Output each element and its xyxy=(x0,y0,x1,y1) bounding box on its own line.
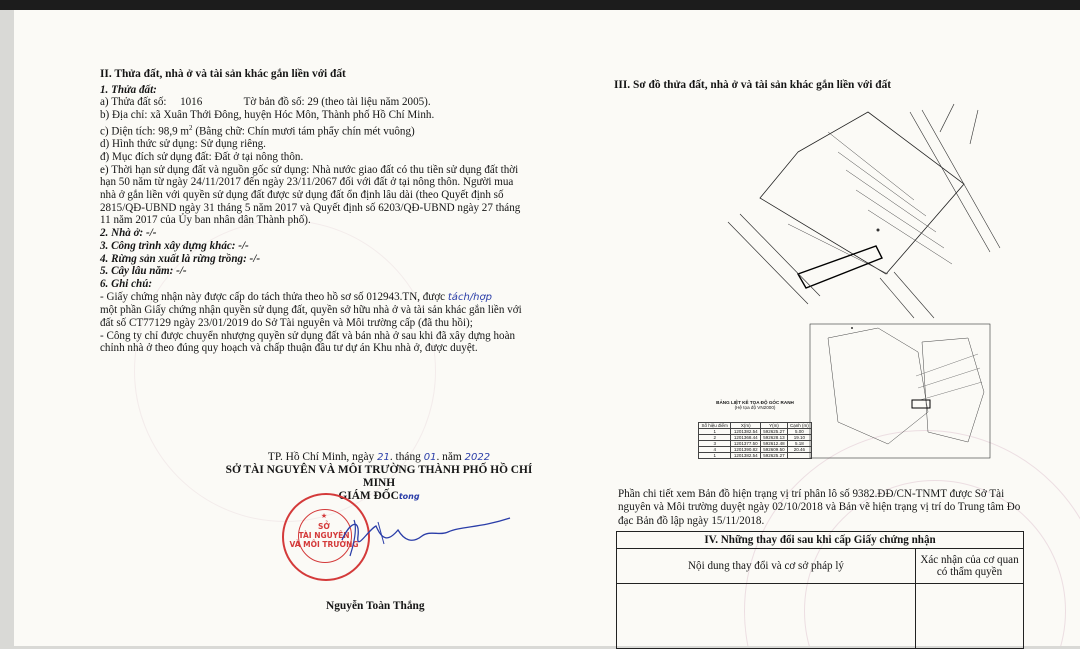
coord-cell: 1201390.82 xyxy=(731,447,761,453)
role-handwritten: tong xyxy=(398,492,420,501)
table-row xyxy=(699,429,812,435)
caption-line-2: nguyên và Môi trường duyệt ngày 02/10/2018 và Bản vẽ hiện trạng vị trí do Trung tâm Đo xyxy=(618,501,1021,514)
note-line-2: một phần Giấy chứng nhận quyền sử dụng đất, quyền sở hữu nhà ở và tài sản khác gắn liền với xyxy=(100,304,522,317)
usage-term-line-5: 11 năm 2017 của Ủy ban nhân dân Thành phố). xyxy=(100,214,311,227)
coord-cell: 2 xyxy=(699,435,731,441)
map-line xyxy=(940,104,954,132)
coord-cell: 20.46 xyxy=(787,447,811,453)
address-line: b) Địa chỉ: xã Xuân Thới Đông, huyện Hóc Môn, Thành phố Hồ Chí Minh. xyxy=(100,109,435,122)
coord-cell: 5.00 xyxy=(787,429,811,435)
issuing-authority: SỞ TÀI NGUYÊN VÀ MÔI TRƯỜNG THÀNH PHỐ HỒ CHÍ MINH xyxy=(225,464,533,489)
handwritten-signature xyxy=(280,500,520,570)
signature-block xyxy=(214,451,544,503)
usage-term-line-4: 2815/QĐ-UBND ngày 31 tháng 5 năm 2017 và Quyết định số 6203/QĐ-UBND ngày 27 tháng xyxy=(100,201,521,214)
coord-cell: 1 xyxy=(699,429,731,435)
confirmation-line-1: Xác nhận của cơ quan xyxy=(920,554,1019,566)
heading-production-forest: 4. Rừng sản xuất là rừng trồng: -/- xyxy=(100,252,261,265)
plot-number-label: a) Thửa đất số: xyxy=(100,96,167,109)
coord-cell: 1 xyxy=(699,453,731,459)
coord-cell: 3 xyxy=(699,441,731,447)
road-edge xyxy=(880,278,914,318)
changes-empty-cell xyxy=(916,584,1024,649)
inset-block xyxy=(828,328,928,444)
heading-house: 2. Nhà ở: -/- xyxy=(100,227,157,240)
plot-diagram xyxy=(678,92,1070,476)
heading-land-plot: 1. Thửa đất: xyxy=(100,83,157,96)
area-superscript: 2 xyxy=(189,123,193,132)
coord-cell xyxy=(787,453,811,459)
lot-boundary xyxy=(846,170,936,232)
seal-line-1: SỞ xyxy=(318,522,330,531)
caption-line-3: đạc Bản đồ lập ngày 15/11/2018. xyxy=(618,514,765,527)
coord-cell: 5.18 xyxy=(787,441,811,447)
heading-notes: 6. Ghi chú: xyxy=(100,277,153,290)
section-4-title: IV. Những thay đổi sau khi cấp Giấy chứng nhận xyxy=(617,532,1024,549)
date-year: 2022 xyxy=(464,452,491,463)
caption-line-1: Phần chi tiết xem Bản đồ hiện trạng vị trí phân lô số 9382.ĐĐ/CN-TNMT được Sở Tài xyxy=(618,488,1005,500)
table-row xyxy=(699,441,812,447)
inset-map-frame xyxy=(810,324,990,458)
road-edge xyxy=(894,272,934,318)
road-edge xyxy=(728,222,808,304)
inset-line xyxy=(916,354,978,376)
seal-star-icon: ★ xyxy=(320,512,328,520)
role-text: GIÁM ĐỐC xyxy=(338,490,399,502)
changes-column-confirmation xyxy=(916,549,1024,584)
coordinate-title-text: BẢNG LIỆT KÊ TỌA ĐỘ GÓC RANH xyxy=(716,400,794,405)
lot-boundary xyxy=(788,224,888,274)
plot-number-value: 1016 xyxy=(180,96,203,109)
note-line-5: chỉnh nhà ở theo đúng quy hoạch và chấp thuận đầu tư dự án Khu nhà ở, được duyệt. xyxy=(100,342,478,355)
coord-cell: 1201382.54 xyxy=(731,429,761,435)
map-point xyxy=(877,229,880,232)
table-row xyxy=(699,453,812,459)
coord-header: Số hiệu điểm xyxy=(699,423,731,429)
coord-cell: 4 xyxy=(699,447,731,453)
usage-form-line: d) Hình thức sử dụng: Sử dụng riêng. xyxy=(100,138,266,151)
seal-line-2: TÀI NGUYÊN xyxy=(298,531,350,540)
changes-header-row xyxy=(617,549,1024,584)
date-year-label: . năm xyxy=(436,451,462,463)
map-point xyxy=(851,327,853,329)
road-edge xyxy=(910,112,990,252)
note-line-4: - Công ty chỉ được chuyển nhượng quyền sử dụng đất và bán nhà ở sau khi đã xây dựng hoàn xyxy=(100,329,516,342)
seal-line-3: VÀ MÔI TRƯỜNG xyxy=(289,540,359,549)
changes-empty-cell xyxy=(617,584,916,649)
coord-cell: 1201382.54 xyxy=(731,453,761,459)
inset-line xyxy=(920,382,982,400)
lot-boundary xyxy=(828,132,914,200)
subject-lot-outline xyxy=(798,246,882,288)
road-edge xyxy=(922,110,1000,248)
date-prefix: TP. Hồ Chí Minh, ngày xyxy=(267,451,375,463)
signer-name: Nguyễn Toàn Thắng xyxy=(326,600,425,612)
usage-term-line-2: hạn 50 năm từ ngày 24/11/2017 đến ngày 23/11/2067 đối với đất ở tại nông thôn. Người mua xyxy=(100,176,514,189)
date-month: 01 xyxy=(423,452,437,463)
coord-cell: 592612.48 xyxy=(761,441,788,447)
issue-date xyxy=(214,451,544,464)
handwritten-note: tách/hợp xyxy=(447,291,492,303)
coord-cell: 1201368.44 xyxy=(731,435,761,441)
lot-boundary xyxy=(856,190,944,248)
land-info-section xyxy=(100,68,548,355)
changes-title-row xyxy=(617,532,1024,549)
coord-cell: 592628.13 xyxy=(761,435,788,441)
area-text: c) Diện tích: 98,9 m xyxy=(100,125,190,138)
table-row xyxy=(617,584,1024,649)
area-line xyxy=(100,122,548,138)
inset-line xyxy=(918,368,980,388)
map-line xyxy=(970,110,978,144)
confirmation-line-2: có thẩm quyền xyxy=(936,566,1003,578)
inset-block xyxy=(922,338,984,442)
table-row xyxy=(699,435,812,441)
coord-cell: 592625.27 xyxy=(761,429,788,435)
road-edge xyxy=(740,214,820,296)
lot-boundary xyxy=(838,152,926,216)
usage-term-line-1: e) Thời hạn sử dụng đất và nguồn gốc sử dụng: Nhà nước giao đất có thu tiền sử dụng đất thời xyxy=(100,163,519,176)
note-line-1 xyxy=(100,291,548,305)
date-month-label: . tháng xyxy=(389,451,421,463)
land-block-outline xyxy=(760,112,964,274)
changes-table xyxy=(616,531,1024,649)
changes-column-content: Nội dung thay đổi và cơ sở pháp lý xyxy=(617,549,916,584)
section-3-title: III. Sơ đồ thửa đất, nhà ở và tài sản khác gắn liền với đất xyxy=(614,79,892,91)
usage-term-line-3: nhà ở gắn liền với quyền sử dụng đất được sử dụng đất ổn định lâu dài (theo Quyết định số xyxy=(100,189,504,202)
note-text: - Giấy chứng nhận này được cấp do tách thửa theo hồ sơ số 012943.TN, được xyxy=(100,290,448,303)
coord-cell: 19.10 xyxy=(787,435,811,441)
coordinate-subtitle: (Hệ tọa độ VN2000) xyxy=(734,405,776,410)
coord-header: X(m) xyxy=(731,423,761,429)
map-sheet-number: Tờ bản đồ số: 29 (theo tài liệu năm 2005). xyxy=(243,96,431,109)
table-row xyxy=(699,447,812,453)
coord-header: Y(m) xyxy=(761,423,788,429)
coord-cell: 592625.27 xyxy=(761,453,788,459)
coord-header: Cạnh (m) xyxy=(787,423,811,429)
date-day: 21 xyxy=(377,452,390,463)
coordinate-table-title xyxy=(698,400,812,410)
coordinate-table xyxy=(698,422,812,459)
coord-cell: 1201377.50 xyxy=(731,441,761,447)
heading-other-construction: 3. Công trình xây dựng khác: -/- xyxy=(100,239,249,252)
area-words: (Bằng chữ: Chín mươi tám phẩy chín mét vuông) xyxy=(192,125,415,138)
heading-perennial-trees: 5. Cây lâu năm: -/- xyxy=(100,265,187,278)
scanner-top-border xyxy=(0,0,1080,10)
usage-purpose-line: đ) Mục đích sử dụng đất: Đất ở tại nông thôn. xyxy=(100,150,304,163)
map-caption xyxy=(618,488,1054,528)
coord-cell: 592609.50 xyxy=(761,447,788,453)
section-2-title: II. Thửa đất, nhà ở và tài sản khác gắn liền với đất xyxy=(100,68,346,80)
plot-number-line xyxy=(100,96,548,109)
note-line-3: đất số CT77129 ngày 23/01/2019 do Sở Tài nguyên và Môi trường cấp (đã thu hồi); xyxy=(100,317,473,330)
